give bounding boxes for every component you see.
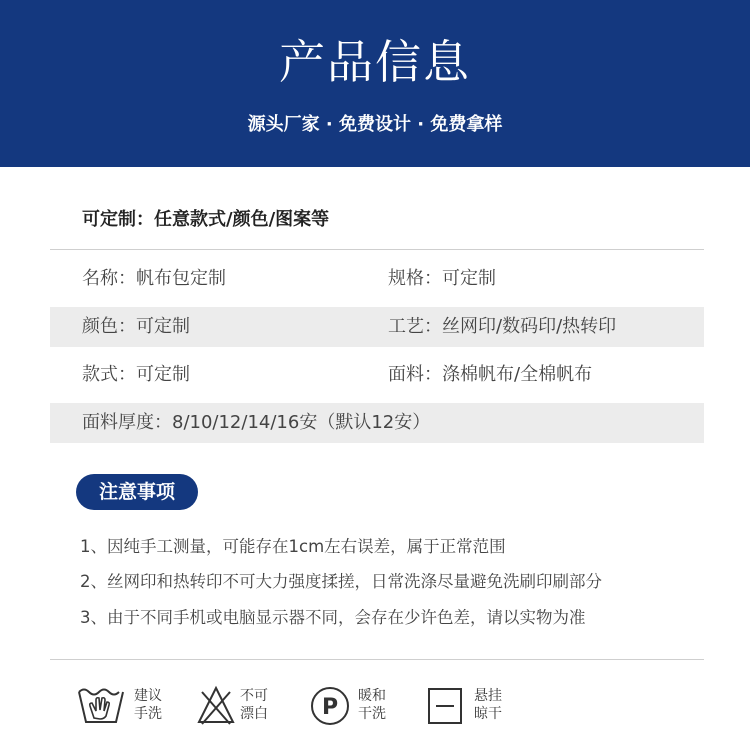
spec-name: 名称：帆布包定制	[82, 268, 226, 289]
page-title: 产品信息	[279, 35, 471, 89]
note-item: 1、因纯手工测量，可能存在1cm左右误差，属于正常范围	[80, 537, 506, 556]
spec-thickness: 面料厚度：8/10/12/14/16安（默认12安）	[82, 412, 431, 433]
spec-row	[50, 403, 704, 443]
spec-size: 规格：可定制	[388, 268, 496, 289]
spec-row	[50, 307, 704, 347]
care-no-bleach	[196, 684, 286, 728]
care-hang-dry	[426, 684, 526, 728]
svg-text:P: P	[321, 695, 339, 720]
notes-badge: 注意事项	[76, 474, 198, 510]
care-label: 暖和 干洗	[358, 688, 386, 722]
header-banner	[0, 0, 750, 167]
care-dry-clean	[310, 684, 400, 728]
spec-craft: 工艺：丝网印/数码印/热转印	[388, 316, 617, 337]
dry-clean-icon	[310, 684, 352, 728]
spec-row	[50, 355, 704, 395]
no-bleach-icon	[196, 684, 236, 728]
customizable-heading: 可定制：任意款式/颜色/图案等	[82, 209, 330, 230]
hang-dry-icon	[426, 684, 466, 728]
care-label: 悬挂 晾干	[474, 688, 502, 722]
page-subtitle: 源头厂家 · 免费设计 · 免费拿样	[247, 114, 503, 135]
hand-wash-icon	[76, 684, 126, 728]
spec-style: 款式：可定制	[82, 364, 190, 385]
spec-row	[50, 259, 704, 299]
note-item: 3、由于不同手机或电脑显示器不同，会存在少许色差，请以实物为准	[80, 608, 586, 627]
divider	[50, 659, 704, 660]
divider	[50, 249, 704, 250]
care-hand-wash	[76, 684, 176, 728]
spec-fabric: 面料：涤棉帆布/全棉帆布	[388, 364, 593, 385]
care-label: 不可 漂白	[240, 688, 268, 722]
care-label: 建议 手洗	[134, 688, 162, 722]
spec-color: 颜色：可定制	[82, 316, 190, 337]
note-item: 2、丝网印和热转印不可大力强度揉搓，日常洗涤尽量避免洗刷印刷部分	[80, 572, 602, 591]
